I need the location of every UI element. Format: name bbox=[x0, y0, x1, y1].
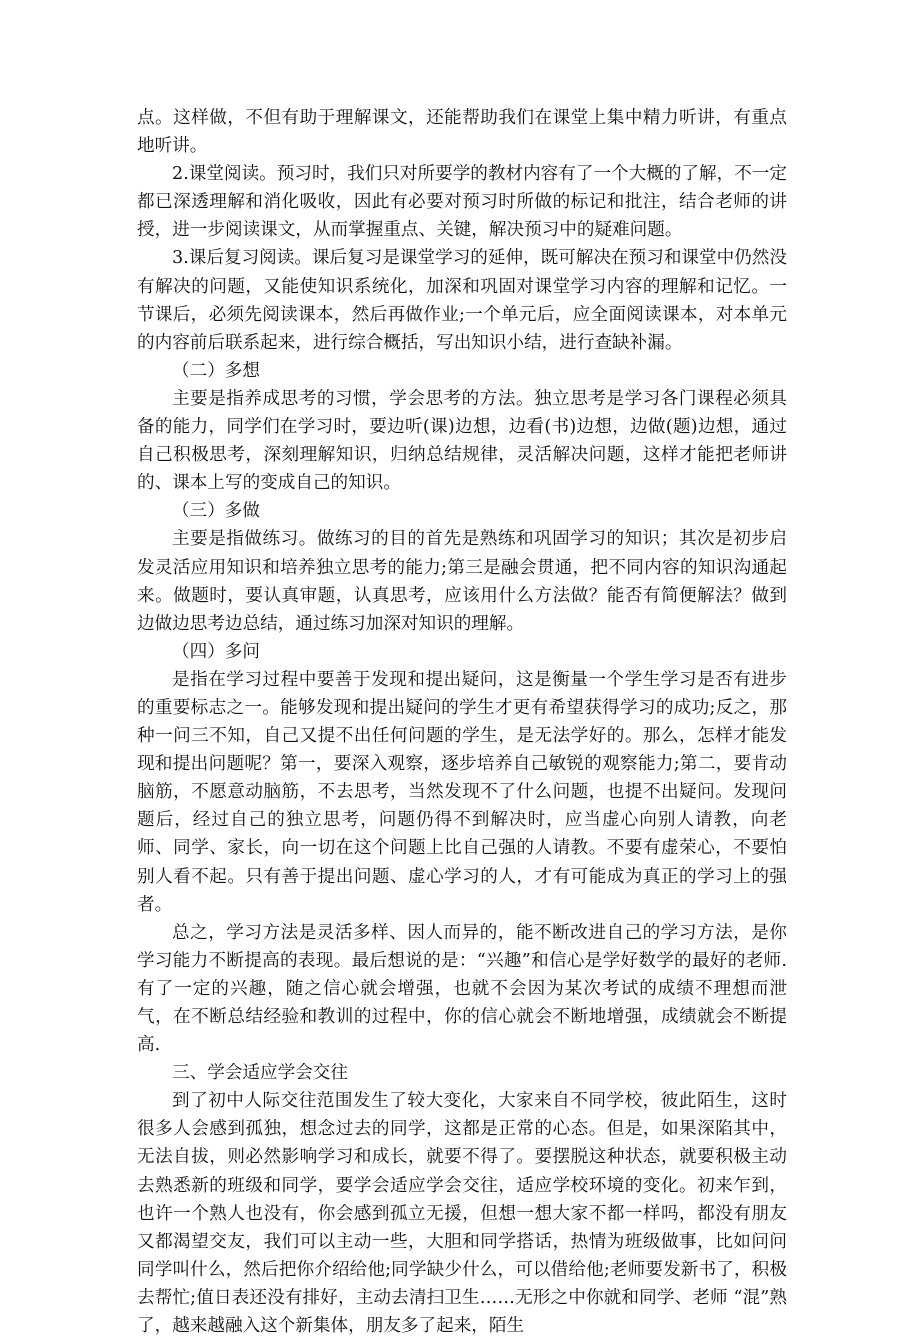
paragraph-classroom-reading: 2.课堂阅读。预习时，我们只对所要学的教材内容有了一个大概的了解，不一定都已深透理解和消化吸收，因此有必要对预习时所做的标记和批注，结合老师的讲授，进一步阅读课文，从而掌握重点、关键，解决预习中的疑难问题。 bbox=[137, 164, 787, 241]
paragraph-do-more: 主要是指做练习。做练习的目的首先是熟练和巩固学习的知识；其次是初步启发灵活应用知识和培养独立思考的能力;第三是融会贯通，把不同内容的知识沟通起来。做题时，要认真审题，认真思考，应该用什么方法做？能否有简便解法？做到边做边思考边总结，通过练习加深对知识的理解。 bbox=[137, 529, 787, 634]
heading-adapt-socialize: 三、学会适应学会交往 bbox=[172, 1063, 348, 1084]
heading-do-more: （三）多做 bbox=[172, 501, 260, 522]
paragraph-adapt-socialize: 到了初中人际交往范围发生了较大变化，大家来自不同学校，彼此陌生，这时很多人会感到孤独，想念过去的同学，这都是正常的心态。但是，如果深陷其中，无法自拔，则必然影响学习和成长，就要不得了。要摆脱这种状态，就要积极主动去熟悉新的班级和同学，要学会适应学会交往，适应学校环境的变化。初来乍到，也许一个熟人也没有，你会感到孤立无援，但想一想大家不都一样吗，都没有朋友又都渴望交友，我们可以主动一些，大胆和同学搭话，热情为班级做事，比如问问同学叫什么，然后把你介绍给他;同学缺少什么，可以借给他;老师要发新书了，积极去帮忙;值日表还没有排好，主动去清扫卫生……无形之中你就和同学、老师 “混”熟了，越来越融入这个新集体，朋友多了起来，陌生 bbox=[137, 1091, 787, 1337]
paragraph-1: 点。这样做，不但有助于理解课文，还能帮助我们在课堂上集中精力听讲，有重点地听讲。 bbox=[137, 108, 787, 157]
paragraph-review-reading: 3.课后复习阅读。课后复习是课堂学习的延伸，既可解决在预习和课堂中仍然没有解决的问题，又能使知识系统化，加深和巩固对课堂学习内容的理解和记忆。一节课后，必须先阅读课本，然后再做作业;一个单元后，应全面阅读课本，对本单元的内容前后联系起来，进行综合概括，写出知识小结，进行查缺补漏。 bbox=[137, 248, 787, 353]
heading-ask-more: （四）多问 bbox=[172, 641, 260, 662]
paragraph-summary: 总之，学习方法是灵活多样、因人而异的，能不断改进自己的学习方法，是你学习能力不断提高的表现。最后想说的是：“兴趣”和信心是学好数学的最好的老师. 有了一定的兴趣，随之信心就会增强，也就不会因为某次考试的成绩不理想而泄气，在不断总结经验和教训的过程中，你的信心就会不断地增强，成绩就会不断提高. bbox=[137, 922, 787, 1056]
paragraph-ask-more: 是指在学习过程中要善于发现和提出疑问，这是衡量一个学生学习是否有进步的重要标志之一。能够发现和提出疑问的学生才更有希望获得学习的成功;反之，那种一问三不知，自己又提不出任何问题的学生，是无法学好的。那么，怎样才能发现和提出问题呢？第一，要深入观察，逐步培养自己敏锐的观察能力;第二，要肯动脑筋，不愿意动脑筋，不去思考，当然发现不了什么问题，也提不出疑问。发现问题后，经过自己的独立思考，问题仍得不到解决时，应当虚心向别人请教，向老师、同学、家长，向一切在这个问题上比自己强的人请教。不要有虚荣心，不要怕别人看不起。只有善于提出问题、虚心学习的人，才有可能成为真正的学习上的强者。 bbox=[137, 669, 787, 915]
paragraph-think-more: 主要是指养成思考的习惯，学会思考的方法。独立思考是学习各门课程必须具备的能力，同学们在学习时，要边听(课)边想，边看(书)边想，边做(题)边想，通过自己积极思考，深刻理解知识，归纳总结规律，灵活解决问题，这样才能把老师讲的、课本上写的变成自己的知识。 bbox=[137, 388, 787, 494]
heading-think-more: （二）多想 bbox=[172, 360, 260, 381]
document-page bbox=[137, 104, 787, 1340]
